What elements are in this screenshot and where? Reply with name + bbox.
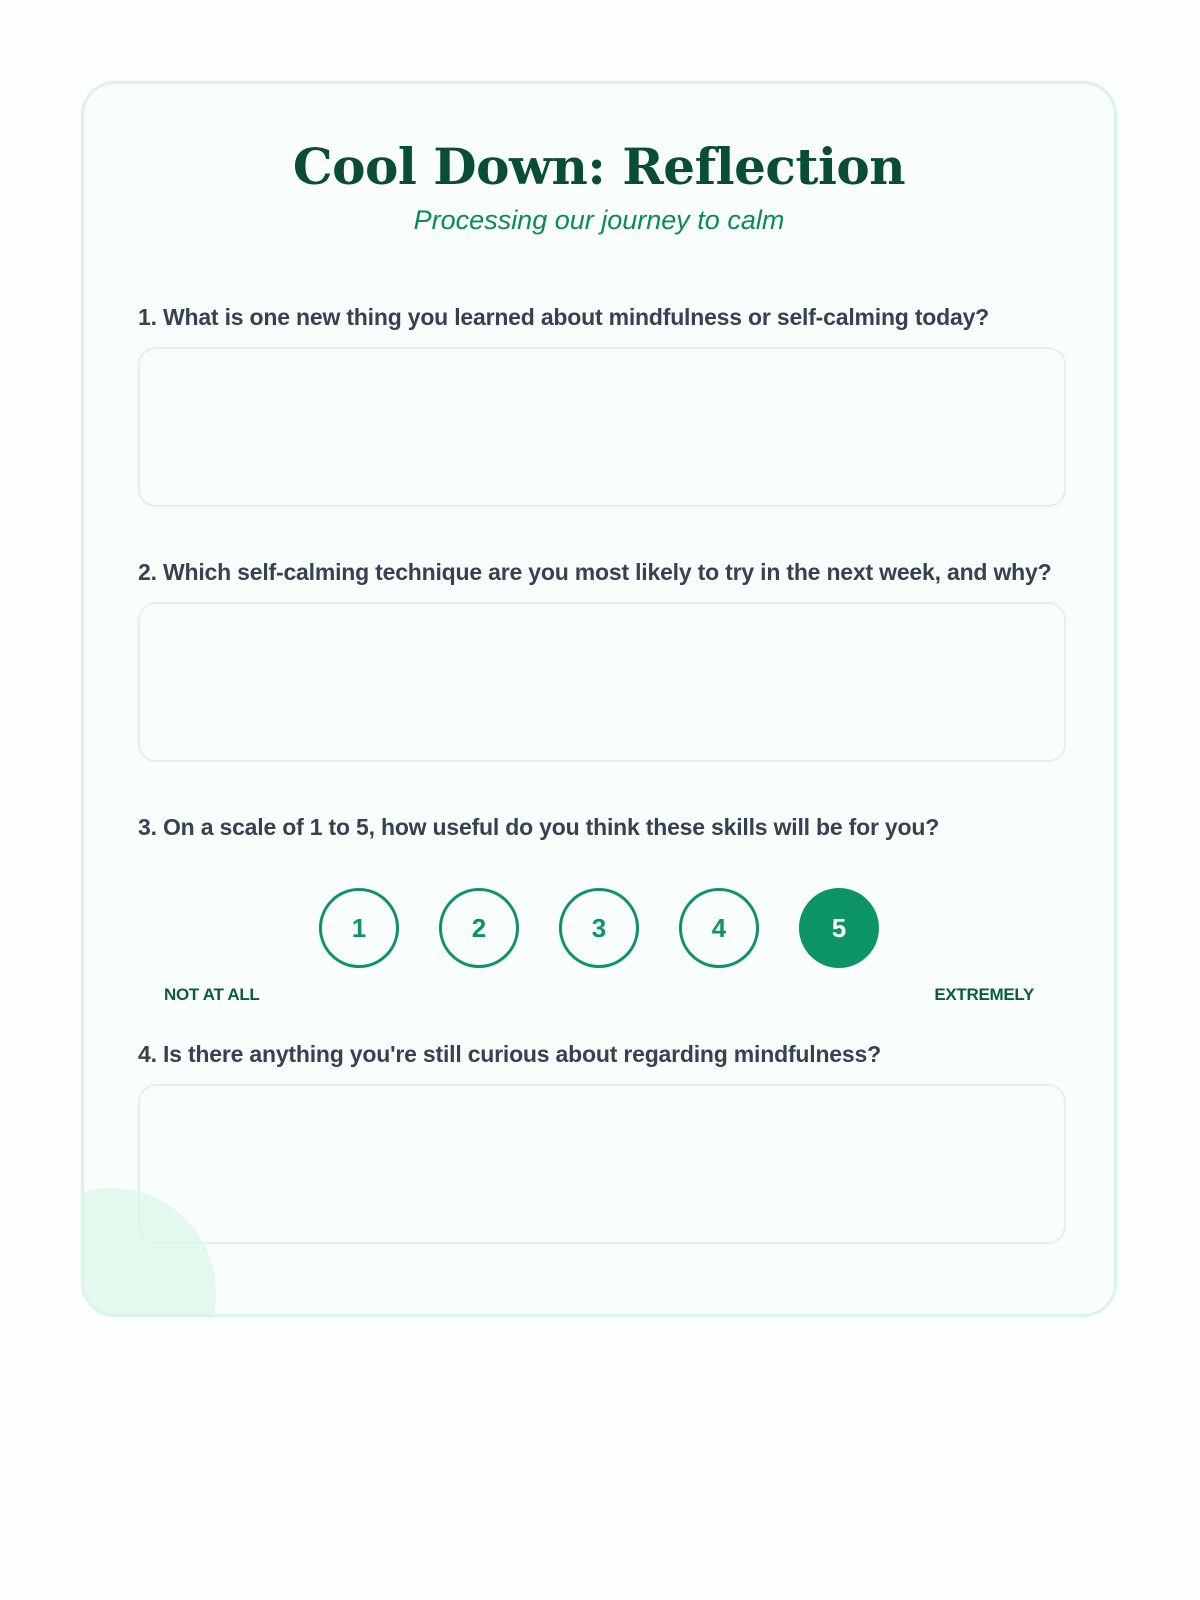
- question-4-answer-field[interactable]: [138, 1084, 1066, 1244]
- question-2-answer-field[interactable]: [138, 602, 1066, 762]
- scale-max-label: EXTREMELY: [934, 985, 1034, 1004]
- reflection-card: [81, 81, 1117, 1317]
- question-1-label: 1. What is one new thing you learned about mindfulness or self-calming today?: [138, 304, 990, 330]
- page-subtitle: Processing our journey to calm: [413, 205, 785, 235]
- rating-option-5[interactable]: 5: [799, 888, 879, 968]
- scale-min-label: NOT AT ALL: [164, 985, 260, 1004]
- rating-option-4[interactable]: 4: [679, 888, 759, 968]
- rating-option-3[interactable]: 3: [559, 888, 639, 968]
- question-3-label: 3. On a scale of 1 to 5, how useful do you think these skills will be for you?: [138, 814, 940, 840]
- page-title: Cool Down: Reflection: [292, 137, 906, 196]
- question-1-answer-field[interactable]: [138, 347, 1066, 507]
- question-4-label: 4. Is there anything you're still curious about regarding mindfulness?: [138, 1041, 881, 1067]
- rating-scale: [84, 888, 1114, 968]
- rating-option-1[interactable]: 1: [319, 888, 399, 968]
- question-2-label: 2. Which self-calming technique are you most likely to try in the next week, and why?: [138, 559, 1052, 585]
- rating-option-2[interactable]: 2: [439, 888, 519, 968]
